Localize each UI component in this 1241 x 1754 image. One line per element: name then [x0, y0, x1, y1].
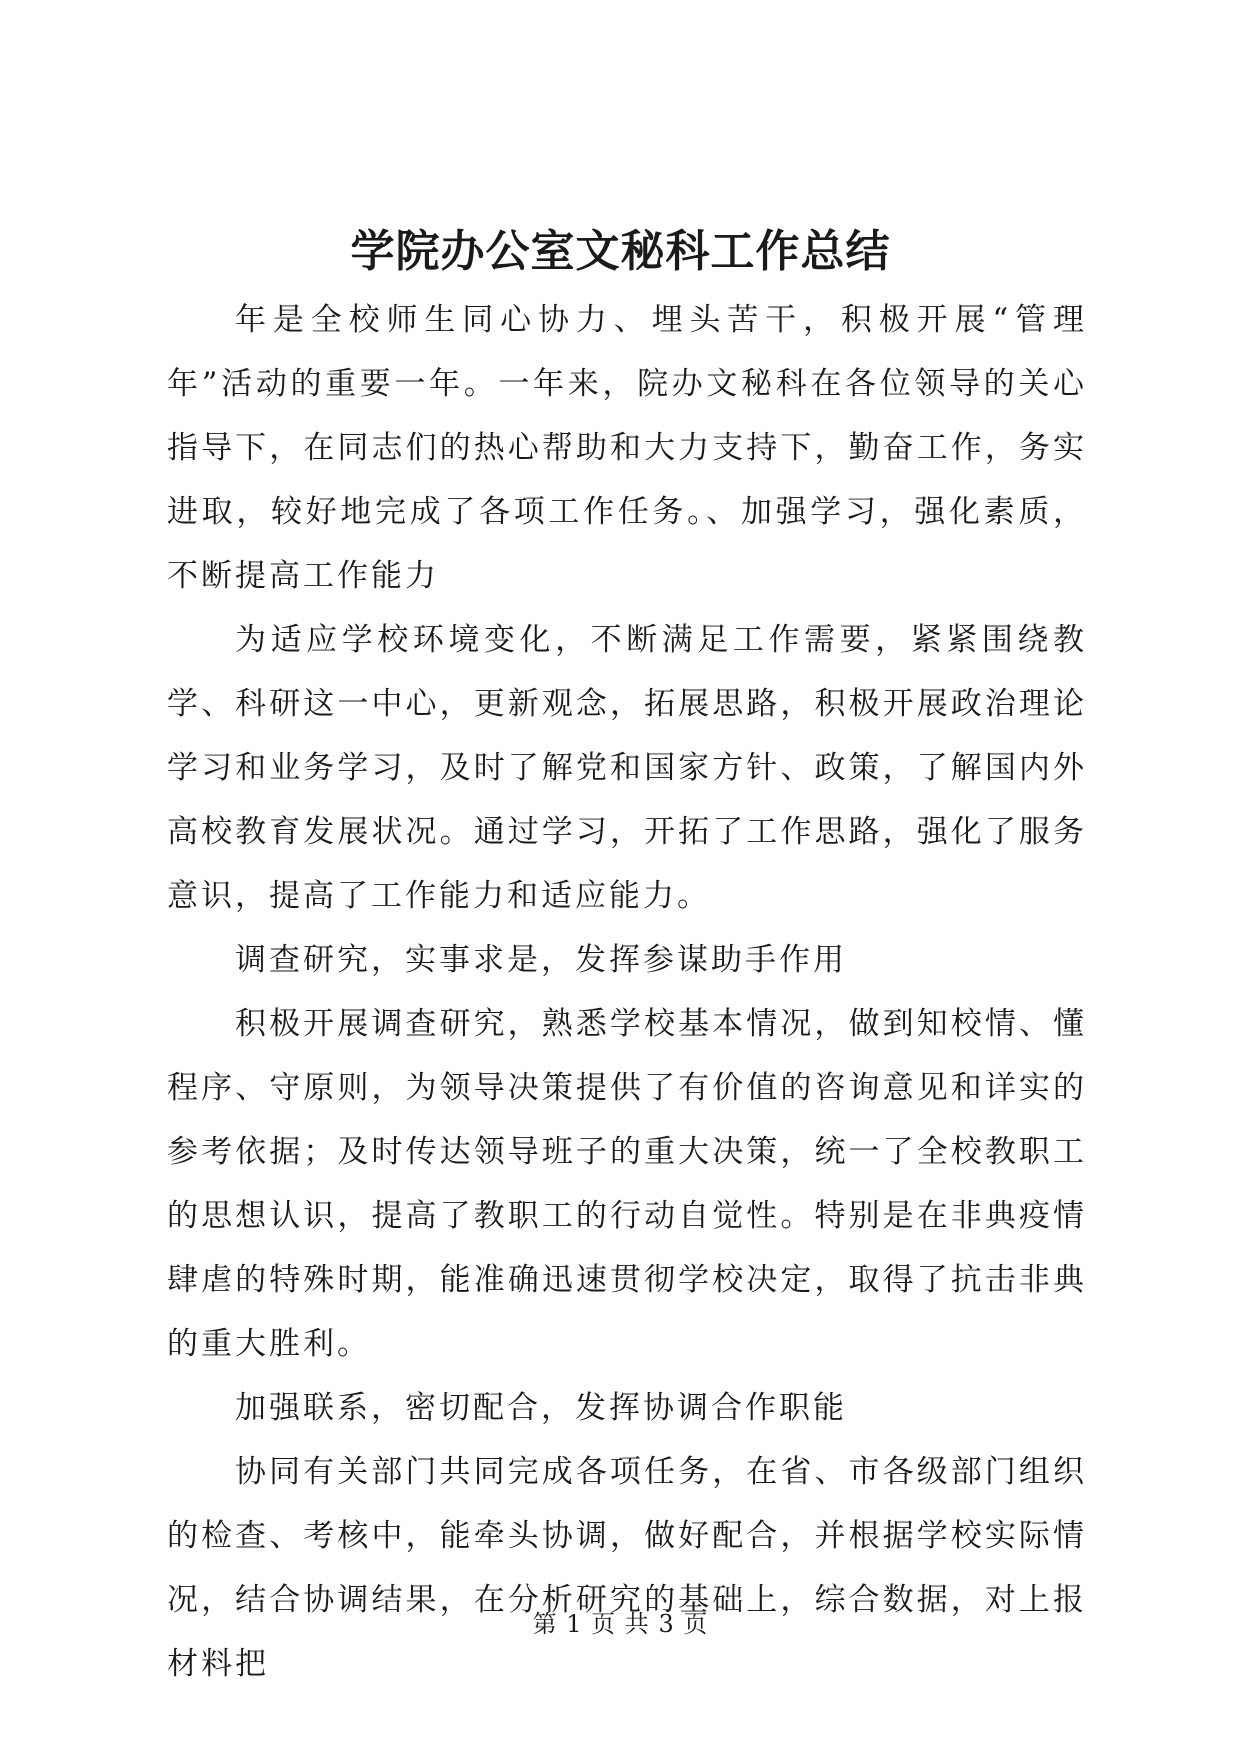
- paragraph-study: 为适应学校环境变化，不断满足工作需要，紧紧围绕教学、科研这一中心，更新观念，拓展思路，积极开展政治理论学习和业务学习，及时了解党和国家方针、政策，了解国内外高校教育发展状况。通过学习，开拓了工作思路，强化了服务意识，提高了工作能力和适应能力。: [167, 622, 1087, 914]
- document-title: 学院办公室文秘科工作总结: [350, 226, 891, 277]
- page-number-footer: 第 1 页 共 3 页: [532, 1610, 709, 1638]
- paragraph-coordination: 协同有关部门共同完成各项任务，在省、市各级部门组织的检查、考核中，能牵头协调，做好配合，并根据学校实际情况，结合协调结果，在分析研究的基础上，综合数据，对上报材料把: [167, 1454, 1087, 1682]
- paragraph-intro: 年是全校师生同心协力、埋头苦干，积极开展“管理年”活动的重要一年。一年来，院办文秘科在各位领导的关心指导下，在同志们的热心帮助和大力支持下，勤奋工作，务实进取，较好地完成了各项工作任务。、加强学习，强化素质，不断提高工作能力: [167, 302, 1087, 594]
- document-body: [167, 288, 1087, 1696]
- section-heading-coordination: 加强联系，密切配合，发挥协调合作职能: [235, 1390, 847, 1426]
- paragraph-research: 积极开展调查研究，熟悉学校基本情况，做到知校情、懂程序、守原则，为领导决策提供了有价值的咨询意见和详实的参考依据；及时传达领导班子的重大决策，统一了全校教职工的思想认识，提高了教职工的行动自觉性。特别是在非典疫情肆虐的特殊时期，能准确迅速贯彻学校决定，取得了抗击非典的重大胜利。: [167, 1006, 1087, 1362]
- section-heading-research: 调查研究，实事求是，发挥参谋助手作用: [235, 942, 847, 978]
